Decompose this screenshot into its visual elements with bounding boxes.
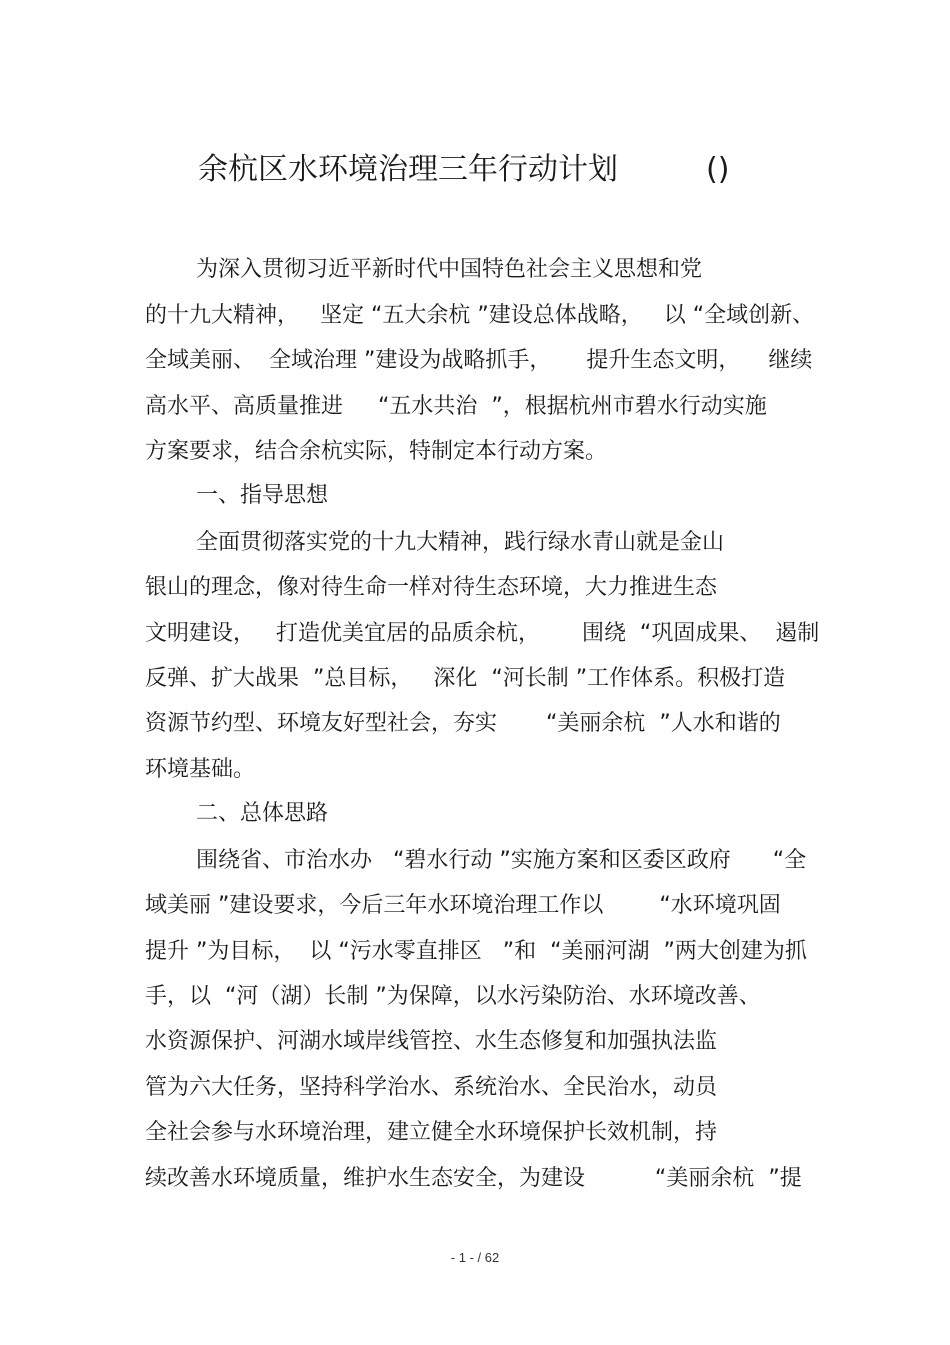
paragraph-line: 续改善水环境质量，维护水生态安全，为建设 “美丽余杭 ”提 [145, 1166, 802, 1191]
document-title: 余杭区水环境治理三年行动计划 [198, 152, 618, 187]
paragraph-line: 的十九大精神， 坚定 “五大余杭 ”建设总体战略， 以 “全域创新、 [145, 303, 815, 328]
paragraph-line: 围绕省、市治水办 “碧水行动 ”实施方案和区委区政府 “全 [196, 848, 807, 873]
paragraph-line: 手，以 “河（湖）长制 ”为保障，以水污染防治、水环境改善、 [145, 984, 761, 1009]
section-heading: 一、指导思想 [196, 483, 329, 508]
paragraph-line: 为深入贯彻习近平新时代中国特色社会主义思想和党 [196, 257, 703, 282]
paragraph-line: 全面贯彻落实党的十九大精神，践行绿水青山就是金山 [196, 530, 725, 555]
paragraph-line: 反弹、扩大战果 ”总目标， 深化 “河长制 ”工作体系。积极打造 [145, 666, 786, 691]
paragraph-line: 高水平、高质量推进 “五水共治 ”，根据杭州市碧水行动实施 [145, 394, 767, 419]
paragraph-line: 银山的理念，像对待生命一样对待生态环境，大力推进生态 [145, 575, 718, 600]
paragraph-line: 全社会参与水环境治理，建立健全水环境保护长效机制，持 [145, 1120, 718, 1145]
paragraph-line: 管为六大任务，坚持科学治水、系统治水、全民治水，动员 [145, 1075, 718, 1100]
paragraph-line: 域美丽 ”建设要求，今后三年水环境治理工作以 “水环境巩固 [145, 893, 781, 918]
paragraph-line: 提升 ”为目标， 以 “污水零直排区 ”和 “美丽河湖 ”两大创建为抓 [145, 939, 807, 964]
paragraph-line: 全域美丽、 全域治理 ”建设为战略抓手， 提升生态文明， 继续 [145, 348, 813, 373]
paragraph-line: 资源节约型、环境友好型社会，夯实 “美丽余杭 ”人水和谐的 [145, 711, 781, 736]
paragraph-line: 环境基础。 [145, 757, 256, 782]
section-heading: 二、总体思路 [196, 801, 329, 826]
paragraph-line: 文明建设， 打造优美宜居的品质余杭， 围绕 “巩固成果、 遏制 [145, 621, 820, 646]
paragraph-line: 水资源保护、河湖水域岸线管控、水生态修复和加强执法监 [145, 1029, 718, 1054]
title-parentheses: () [706, 152, 730, 187]
page-number: - 1 - / 62 [450, 1250, 500, 1265]
paragraph-line: 方案要求，结合余杭实际，特制定本行动方案。 [145, 439, 608, 464]
